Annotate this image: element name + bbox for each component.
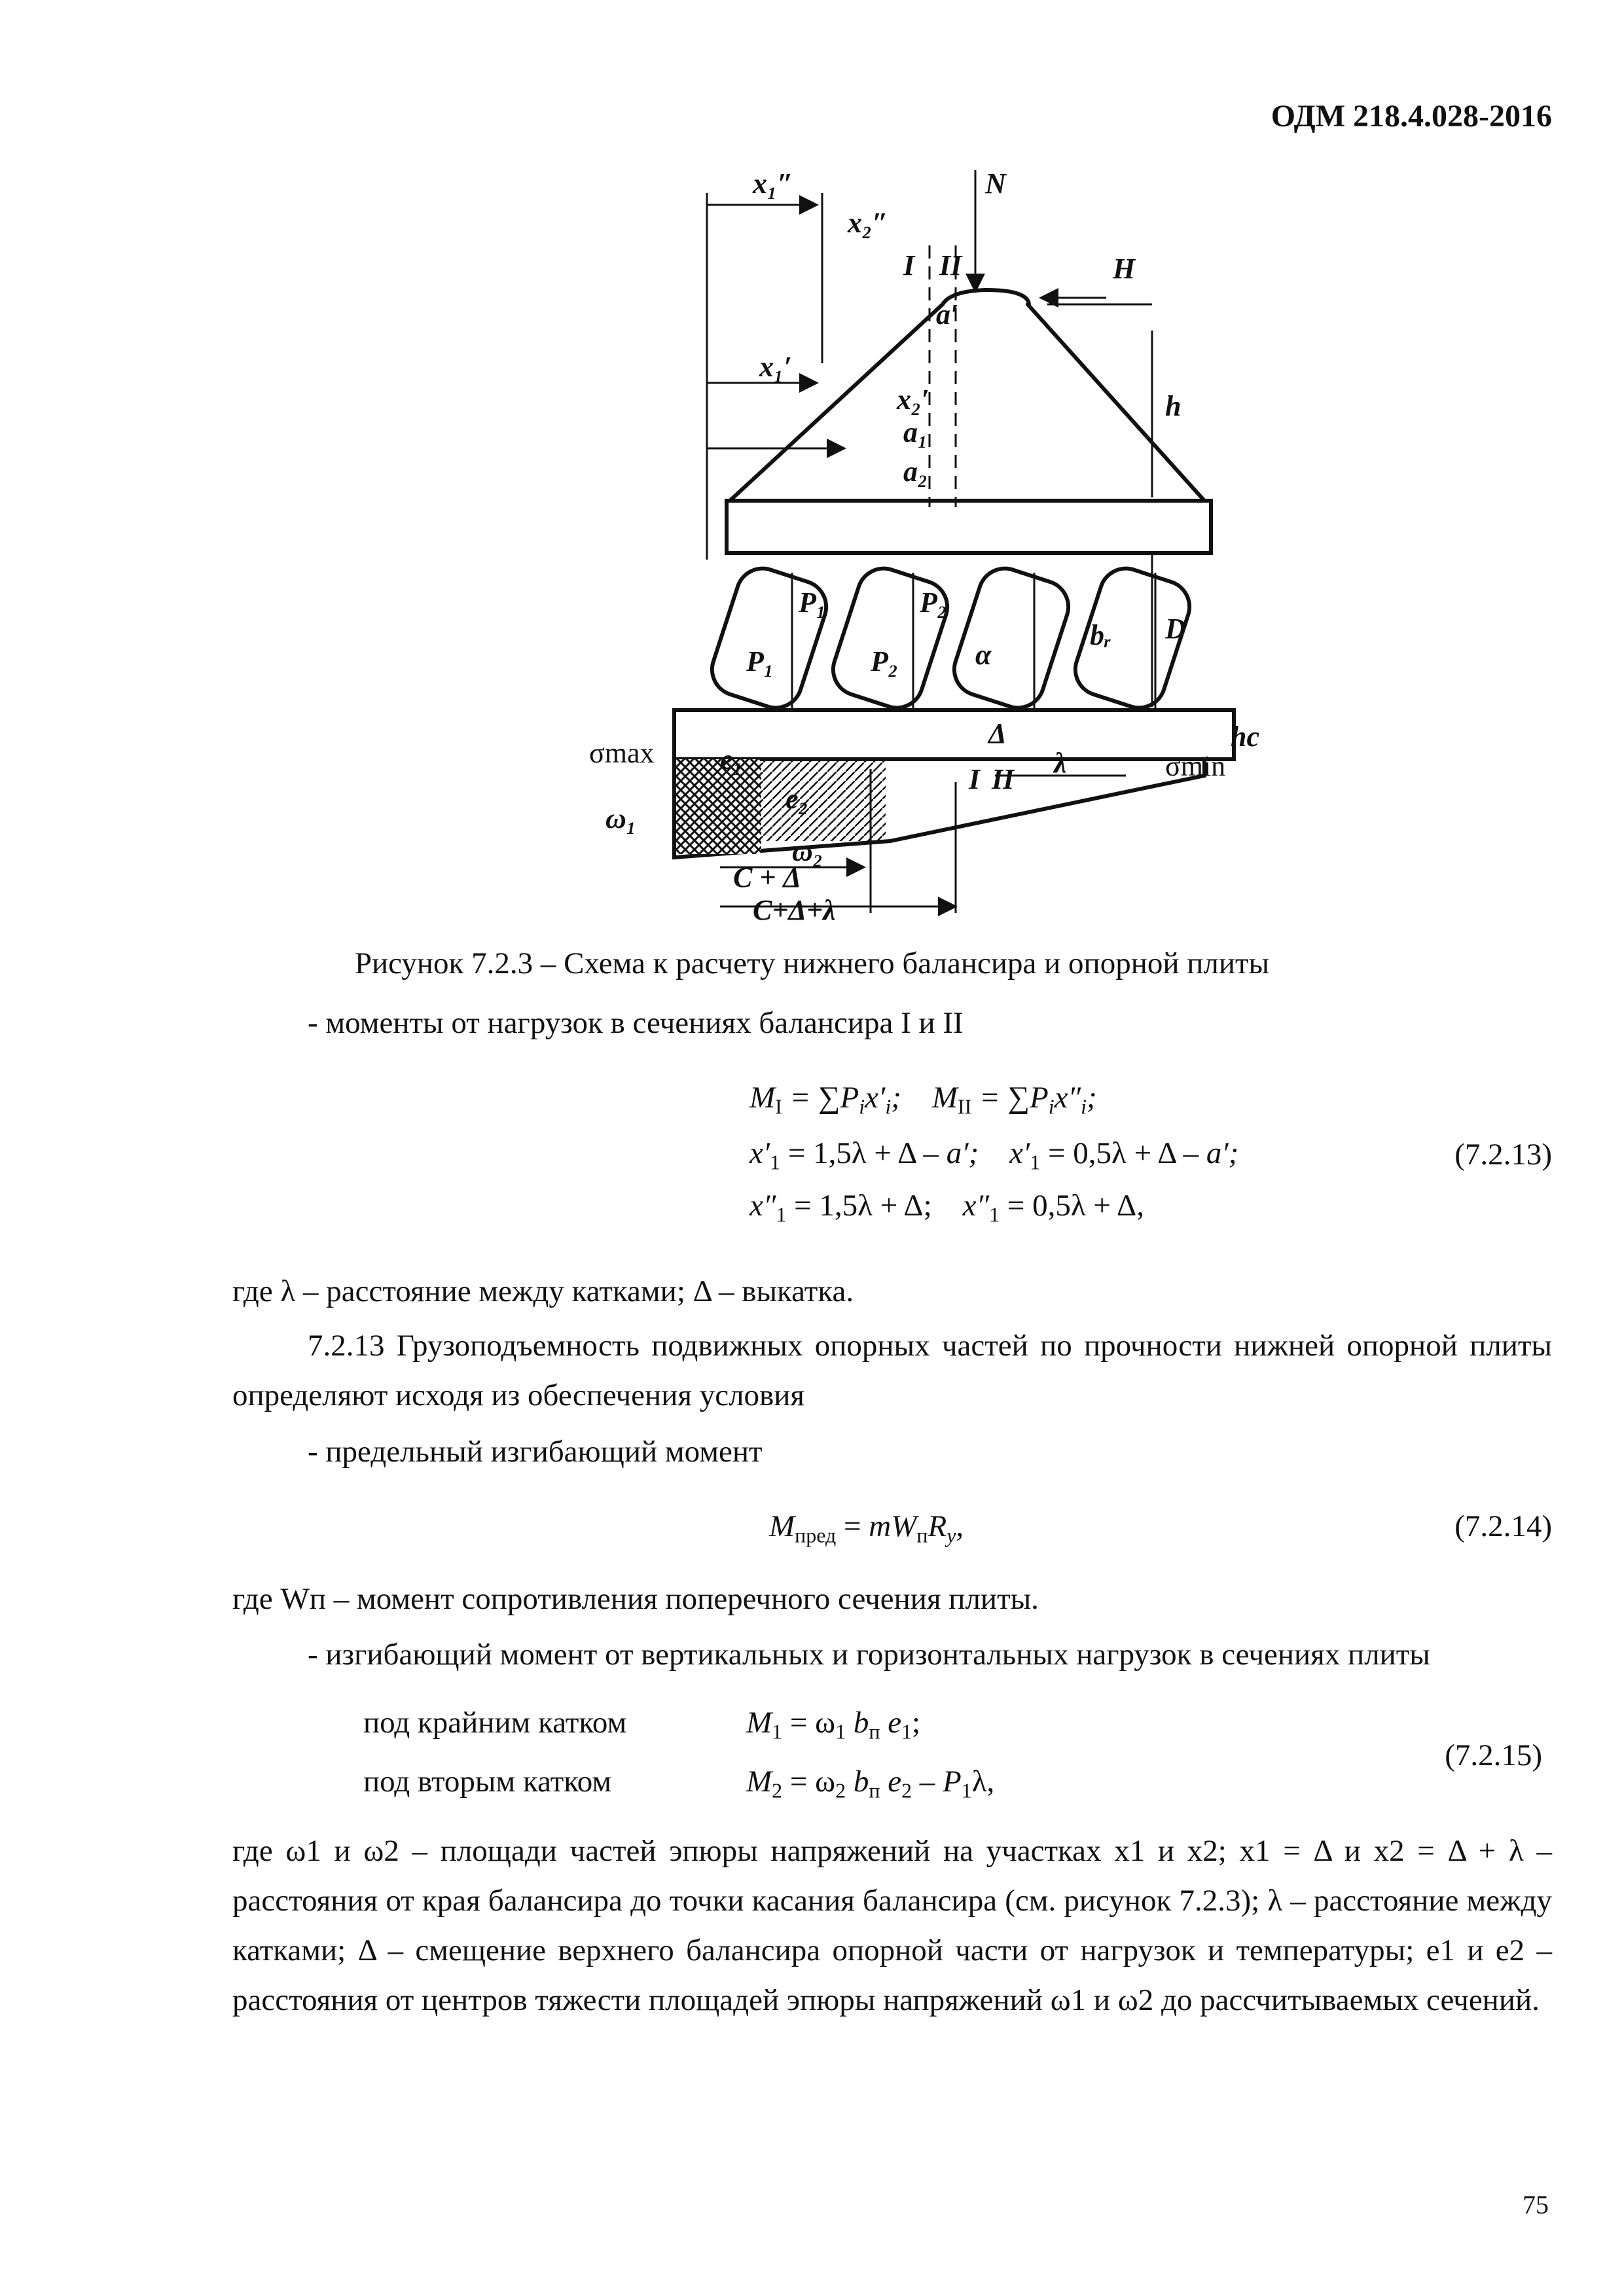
label-hc: hс (1231, 721, 1259, 753)
label-p2-bottom: P₂ (871, 645, 899, 677)
document-code: ОДМ 218.4.028-2016 (1271, 99, 1552, 134)
eq-7-2-13-line1: $M_I = \sum P_ix'_i$; $M_{II} = \sum P_ix''_i$; (749, 1081, 1097, 1119)
eq-7-2-15-number: (7.2.15) (1445, 1738, 1542, 1772)
page-number: 75 (1523, 2190, 1549, 2219)
label-omega1: ω₁ (605, 802, 637, 834)
label-delta: Δ (988, 717, 1007, 749)
eq-7-2-15-row1-label: под крайним катком (363, 1706, 627, 1740)
label-c-delta-lambda: C+Δ+λ (753, 894, 836, 926)
label-lambda: λ (1054, 747, 1067, 779)
eq-7-2-15-row2: $M_2 = \omega_2$ $b_п$ $e_2 - P_1\lambda$, (746, 1765, 995, 1803)
eq-7-2-13-line2: $x'_1 = 1,5\lambda + \Delta - a'$; $x'_1 = 0,5\lambda + \Delta - a'$; (749, 1136, 1239, 1174)
balancer-scheme-figure (589, 167, 1283, 926)
where-omega: где ω1 и ω2 – площади частей эпюры напряжений на участках x1 и x2; x1 = Δ и x2 = Δ + λ – расстояния от края балансира до точки касания балансира (см. рисунок 7.2.3); λ – расстояние между катками; Δ – смещение верхнего балансира опорной части от нагрузок и температуры; e1 и e2 – расстояния от центров тяжести площадей эпюры напряжений ω1 и ω2 до рассчитываемых сечений. (232, 1834, 1552, 2017)
label-omega2: ω₂ (792, 835, 823, 867)
label-p1-bottom: P₁ (746, 645, 774, 677)
label-e1: e₁ (720, 744, 743, 776)
label-a2: a₂ (903, 456, 928, 488)
item-limit-moment: - предельный изгибающий момент (308, 1435, 763, 1469)
eq-7-2-13-line3: $x''_1 = 1,5\lambda + \Delta$; $x''_1 = 0,5\lambda + \Delta$, (749, 1189, 1145, 1227)
label-n: N (985, 168, 1006, 200)
label-alpha: α (975, 639, 992, 671)
label-x2p: x₂′ (897, 384, 929, 416)
label-a1: a₁ (903, 416, 928, 448)
label-x2pp: x₂″ (848, 207, 888, 239)
eq-7-2-14-number: (7.2.14) (1454, 1509, 1552, 1543)
eq-7-2-13-number: (7.2.13) (1454, 1138, 1552, 1172)
label-p2-top: P₂ (920, 586, 948, 619)
where-lambda: где λ – расстояние между катками; Δ – выкатка. (232, 1274, 854, 1308)
item-bending-moment: - изгибающий момент от вертикальных и горизонтальных нагрузок в сечениях плиты (308, 1638, 1430, 1672)
label-i-section: I (969, 763, 981, 795)
eq-7-2-15-row1: $M_1 = \omega_1$ $b_п$ $e_1$; (746, 1706, 921, 1744)
label-br: bᵣ (1090, 619, 1111, 651)
eq-7-2-15-row2-label: под вторым катком (363, 1765, 612, 1799)
label-x1p: x₁′ (759, 351, 792, 383)
figure-caption: Рисунок 7.2.3 – Схема к расчету нижнего балансира и опорной плиты (354, 946, 1270, 980)
where-w: где Wп – момент сопротивления поперечного сечения плиты. (232, 1582, 1039, 1616)
label-sigma-min: σmin (1165, 750, 1226, 782)
label-a-prime: a′ (936, 298, 959, 331)
label-ii: II (939, 249, 962, 281)
item-moments: - моменты от нагрузок в сечениях балансира I и II (308, 1006, 964, 1040)
eq-7-2-14: $M_{пред} = mW_пR_y$, (769, 1509, 964, 1547)
label-sigma-max: σmax (589, 737, 655, 769)
label-h-force: H (1113, 253, 1136, 285)
label-ii-section: II (992, 763, 1015, 795)
paragraph-7-2-13: 7.2.13 Грузоподъемность подвижных опорных частей по прочности нижней опорной плиты определяют исходя из обеспечения условия (232, 1329, 1552, 1412)
label-e2: e₂ (785, 783, 808, 815)
label-x1pp: x₁″ (753, 168, 793, 200)
label-c-delta: C + Δ (733, 861, 802, 893)
label-i: I (903, 249, 915, 281)
label-d: D (1165, 613, 1186, 645)
label-p1-top: P₁ (799, 586, 827, 619)
label-h: h (1165, 390, 1182, 422)
